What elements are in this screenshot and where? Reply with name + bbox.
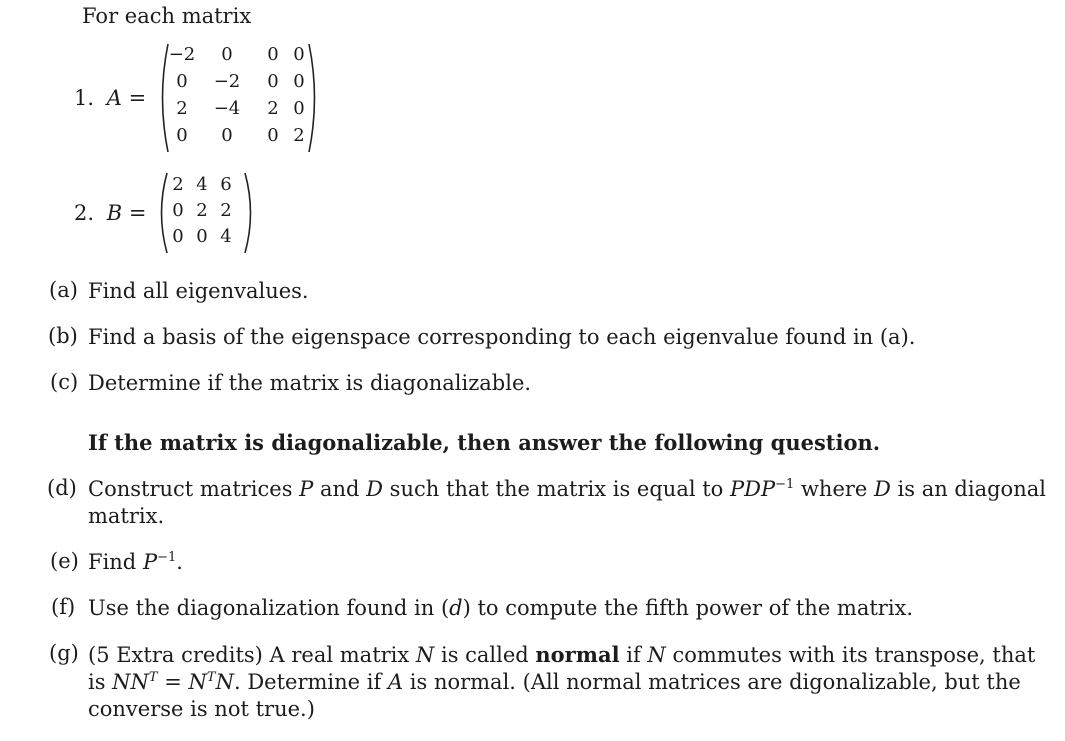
superscript: T: [148, 670, 158, 685]
math-symbol: N: [647, 643, 666, 667]
matrix-b-right-paren: [242, 171, 258, 255]
matrix-b-cell: 0: [196, 226, 208, 247]
question-g-line2: [88, 669, 1021, 696]
matrix-b-cell: 0: [172, 226, 184, 247]
matrix-a-cell: 0: [293, 44, 305, 65]
math-symbol: P: [299, 477, 314, 501]
matrix-a-cell: 0: [221, 125, 233, 146]
math-symbol: N: [415, 643, 435, 667]
question-d-line2: matrix.: [88, 504, 165, 528]
question-g-label: (g): [49, 641, 79, 665]
question-b-label: (b): [48, 324, 78, 348]
matrix-a-cell: 0: [293, 71, 305, 92]
matrix-a-cell: 0: [267, 44, 279, 65]
question-d-label: (d): [47, 476, 77, 500]
matrix-a-index: 1.: [74, 86, 95, 110]
normal-term: normal: [535, 642, 620, 667]
math-expression: PDP: [729, 477, 776, 501]
math-symbol: P: [142, 550, 158, 574]
text-segment: Find: [88, 550, 143, 574]
matrix-b-equals: =: [128, 201, 147, 225]
matrix-a-equals: =: [128, 86, 147, 110]
matrix-a-label: [74, 86, 146, 110]
math-symbol: d: [449, 596, 463, 620]
matrix-b-label: [74, 201, 146, 225]
text-segment: =: [157, 670, 189, 694]
math-symbol: N: [215, 670, 234, 694]
question-d-text: [88, 476, 1046, 530]
matrix-b-grid: [166, 174, 238, 252]
question-b-text: Find a basis of the eigenspace corresponding to each eigenvalue found in (a).: [88, 325, 916, 349]
matrix-a-cell: −4: [213, 98, 241, 119]
question-d-line1: [88, 476, 1046, 503]
text-segment: such that the matrix is equal to: [383, 477, 730, 501]
question-e-text: [88, 549, 183, 576]
question-g-text: [88, 641, 1036, 723]
text-segment: . Determine if: [233, 670, 388, 694]
matrix-a-cell: −2: [168, 44, 196, 65]
matrix-b-cell: 4: [196, 174, 208, 195]
text-segment: is: [88, 670, 113, 694]
matrix-a-cell: 0: [267, 125, 279, 146]
text-segment: ) to compute the fifth power of the matrix.: [462, 596, 914, 620]
text-segment: (5 Extra credits) A real matrix: [88, 643, 416, 667]
question-c-label: (c): [50, 370, 79, 394]
math-symbol: A: [387, 670, 404, 694]
text-segment: is an diagonal: [890, 477, 1046, 501]
text-segment: if: [619, 643, 648, 667]
matrix-a-cell: 0: [176, 71, 188, 92]
question-a-text: Find all eigenvalues.: [88, 279, 309, 303]
question-a-label: (a): [49, 278, 78, 302]
text-segment: and: [313, 477, 367, 501]
text-segment: where: [794, 477, 875, 501]
matrix-b-cell: 2: [172, 174, 184, 195]
matrix-a-cell: 2: [293, 125, 305, 146]
diagonalizable-note: If the matrix is diagonalizable, then answer the following question.: [88, 430, 881, 455]
superscript: −1: [775, 477, 795, 492]
matrix-b-cell: 2: [220, 200, 232, 221]
math-symbol: N: [188, 670, 207, 694]
matrix-b-name: B: [106, 201, 123, 225]
intro-text: For each matrix: [82, 4, 252, 28]
matrix-b-index: 2.: [74, 201, 95, 225]
question-f-text: [88, 595, 913, 622]
text-segment: .: [176, 550, 183, 574]
matrix-b-cell: 2: [196, 200, 208, 221]
math-symbol: NN: [112, 670, 149, 694]
matrix-a-cell: 2: [176, 98, 188, 119]
matrix-a-cell: 0: [221, 44, 233, 65]
text-segment: is called: [434, 643, 536, 667]
matrix-a-cell: 0: [293, 98, 305, 119]
matrix-b-cell: 6: [220, 174, 232, 195]
text-segment: commutes with its transpose, that: [665, 643, 1036, 667]
text-segment: is normal. (All normal matrices are digonalizable, but the: [403, 670, 1021, 694]
text-segment: Use the diagonalization found in (: [88, 596, 450, 620]
matrix-a-cell: 0: [176, 125, 188, 146]
matrix-b-cell: 4: [220, 226, 232, 247]
question-g-line1: [88, 641, 1036, 669]
question-e-label: (e): [50, 549, 79, 573]
matrix-a-cell: 0: [267, 71, 279, 92]
superscript: T: [206, 670, 216, 685]
matrix-a-name: A: [106, 86, 122, 110]
matrix-a-right-paren: [306, 42, 322, 154]
question-g-line3: converse is not true.): [88, 697, 315, 721]
math-symbol: D: [366, 477, 383, 501]
matrix-a-grid: [168, 44, 310, 152]
matrix-a-cell: 2: [267, 98, 279, 119]
math-symbol: D: [874, 477, 891, 501]
matrix-b-cell: 0: [172, 200, 184, 221]
text-segment: Construct matrices: [88, 477, 300, 501]
question-f-label: (f): [51, 595, 76, 619]
matrix-a-cell: −2: [213, 71, 241, 92]
superscript: −1: [157, 550, 177, 565]
question-c-text: Determine if the matrix is diagonalizable.: [88, 371, 532, 395]
